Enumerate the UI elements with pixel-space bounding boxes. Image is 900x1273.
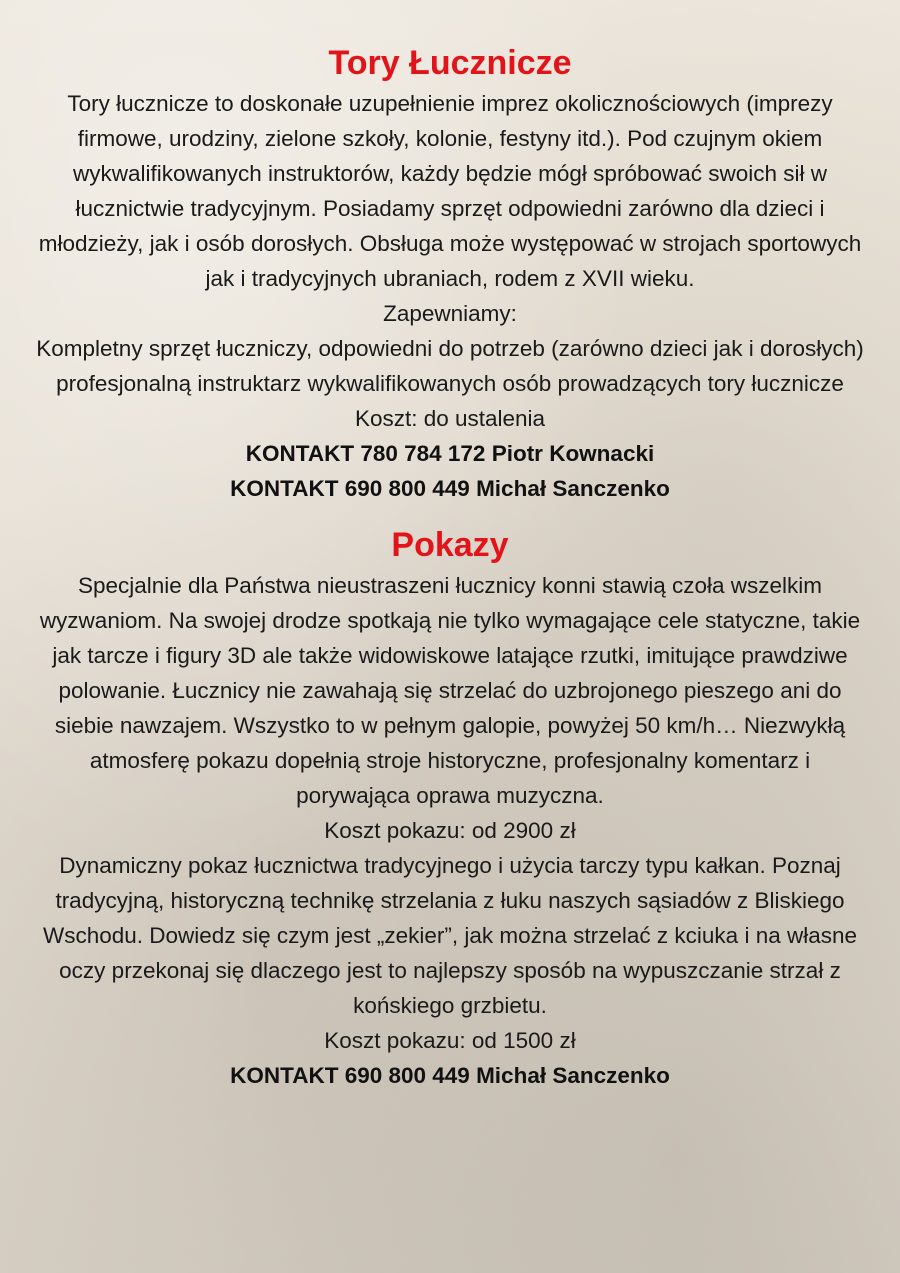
contact-michal-sanczenko: KONTAKT 690 800 449 Michał Sanczenko xyxy=(230,476,670,501)
shows-cost-kalkan: Koszt pokazu: od 1500 zł xyxy=(324,1028,576,1053)
archery-description: Tory łucznicze to doskonałe uzupełnienie imprez okolicznościowych (imprezy firmowe, urodziny, zielone szkoły, kolonie, festyny itd.). Pod czujnym okiem wykwalifikowanych instruktorów, każdy będzie mógł spróbować swoich sił w łucznictwie tradycyjnym. Posiadamy sprzęt odpowiedni zarówno dla dzieci i młodzieży, jak i osób dorosłych. Obsługa może występować w strojach sportowych jak i tradycyjnych ubraniach, rodem z XVII wieku. xyxy=(38,91,862,291)
shows-section xyxy=(30,522,870,1093)
shows-contact-michal-sanczenko: KONTAKT 690 800 449 Michał Sanczenko xyxy=(230,1063,670,1088)
shows-description-horseback: Specjalnie dla Państwa nieustraszeni łucznicy konni stawią czoła wszelkim wyzwaniom. Na swojej drodze spotkają nie tylko wymagające cele statyczne, takie jak tarcze i figury 3D ale także widowiskowe latające rzutki, imitujące prawdziwe polowanie. Łucznicy nie zawahają się strzelać do uzbrojonego pieszego ani do siebie nawzajem. Wszystko to w pełnym galopie, powyżej 50 km/h… Niezwykłą atmosferę pokazu dopełnią stroje historyczne, profesjonalny komentarz i porywająca oprawa muzyczna. xyxy=(39,573,861,808)
shows-description-kalkan: Dynamiczny pokaz łucznictwa tradycyjnego i użycia tarczy typu kałkan. Poznaj tradycyjną, historyczną technikę strzelania z łuku naszych sąsiadów z Bliskiego Wschodu. Dowiedz się czym jest „zekier”, jak można strzelać z kciuka i na własne oczy przekonaj się dlaczego jest to najlepszy sposób na wypuszczanie strzał z końskiego grzbietu. xyxy=(42,853,858,1018)
archery-cost: Koszt: do ustalenia xyxy=(354,406,546,431)
shows-cost-horseback: Koszt pokazu: od 2900 zł xyxy=(324,818,576,843)
archery-title: Tory Łucznicze xyxy=(328,44,572,82)
offer-item-equipment: Kompletny sprzęt łuczniczy, odpowiedni do potrzeb (zarówno dzieci jak i dorosłych) xyxy=(36,336,864,361)
offer-heading: Zapewniamy: xyxy=(383,301,517,326)
contact-piotr-kownacki: KONTAKT 780 784 172 Piotr Kownacki xyxy=(245,441,655,466)
shows-title: Pokazy xyxy=(391,526,509,564)
archery-section xyxy=(30,40,870,506)
offer-item-instructors: profesjonalną instruktarz wykwalifikowanych osób prowadzących tory łucznicze xyxy=(56,371,844,396)
